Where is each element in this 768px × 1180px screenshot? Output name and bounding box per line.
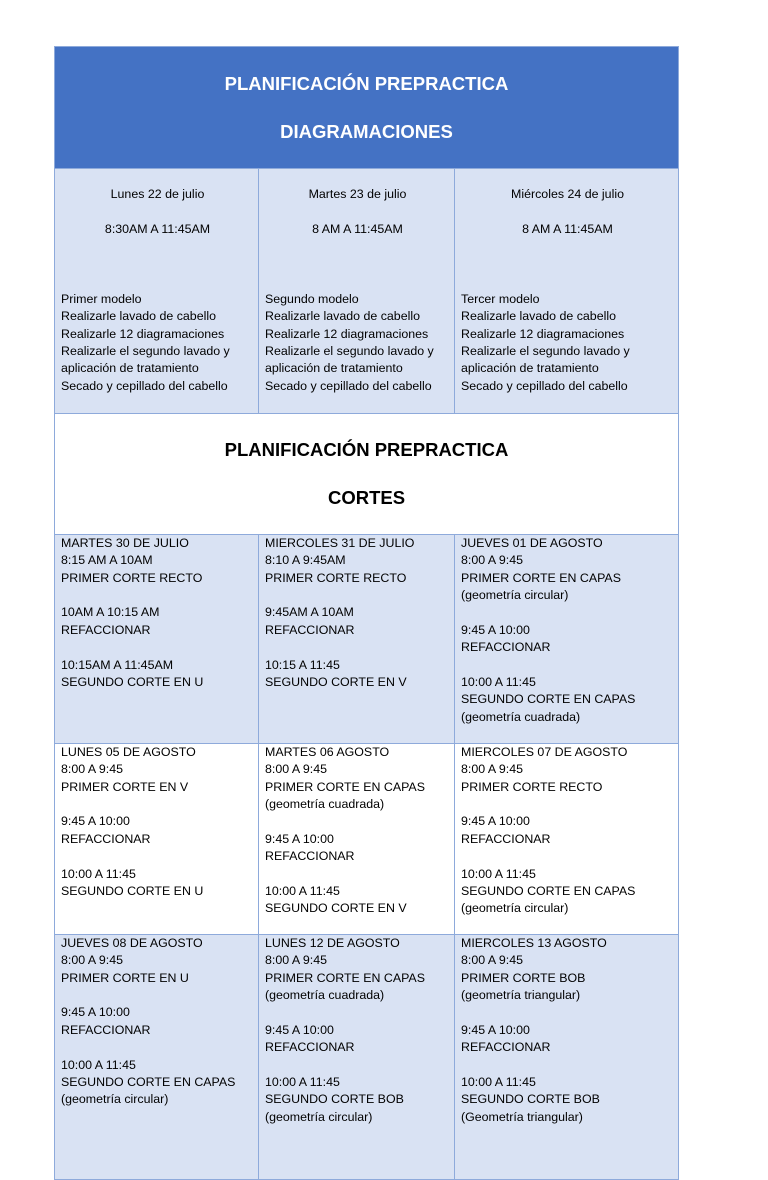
cortes-cell: LUNES 12 DE AGOSTO 8:00 A 9:45 PRIMER CORTE EN CAPAS (geometría cuadrada) 9:45 A 10:00 REFACCIONAR 10:00 A 11:45 SEGUNDO CORTE BOB (geometría circular)	[259, 934, 455, 1179]
day-tasks: Segundo modelo Realizarle lavado de cabello Realizarle 12 diagramaciones Realizarle el segundo lavado y aplicación de tratamiento Secado y cepillado del cabello	[265, 291, 434, 393]
cortes-cell: MARTES 06 AGOSTO 8:00 A 9:45 PRIMER CORTE EN CAPAS (geometría cuadrada) 9:45 A 10:00 REFACCIONAR 10:00 A 11:45 SEGUNDO CORTE EN V	[259, 743, 455, 934]
cortes-cell: MIERCOLES 31 DE JULIO 8:10 A 9:45AM PRIMER CORTE RECTO 9:45AM A 10AM REFACCIONAR 10:15 A 11:45 SEGUNDO CORTE EN V	[259, 534, 455, 743]
cortes-title-line2: CORTES	[327, 486, 406, 508]
cortes-cell: MIERCOLES 13 AGOSTO 8:00 A 9:45 PRIMER CORTE BOB (geometría triangular) 9:45 A 10:00 REFACCIONAR 10:00 A 11:45 SEGUNDO CORTE BOB (Geometría triangular)	[455, 934, 679, 1179]
cortes-cell: JUEVES 08 DE AGOSTO 8:00 A 9:45 PRIMER CORTE EN U 9:45 A 10:00 REFACCIONAR 10:00 A 11:45 SEGUNDO CORTE EN CAPAS (geometría circular)	[55, 934, 259, 1179]
cortes-title	[55, 413, 679, 534]
day-time: 8 AM A 11:45AM	[522, 222, 613, 237]
day-date: Lunes 22 de julio	[110, 187, 205, 202]
diagramaciones-title-line2: DIAGRAMACIONES	[280, 121, 453, 142]
cortes-cell: LUNES 05 DE AGOSTO 8:00 A 9:45 PRIMER CORTE EN V 9:45 A 10:00 REFACCIONAR 10:00 A 11:45 SEGUNDO CORTE EN U	[55, 743, 259, 934]
diagramaciones-title	[55, 47, 679, 169]
diagramaciones-day-3	[455, 169, 679, 414]
diagramaciones-row	[55, 169, 679, 414]
day-tasks: Tercer modelo Realizarle lavado de cabello Realizarle 12 diagramaciones Realizarle el segundo lavado y aplicación de tratamiento Secado y cepillado del cabello	[461, 291, 630, 393]
cortes-row-3	[55, 934, 679, 1179]
day-time: 8 AM A 11:45AM	[312, 222, 403, 237]
cortes-title-line1: PLANIFICACIÓN PREPRACTICA	[224, 438, 509, 460]
schedule-table	[54, 46, 679, 1180]
day-date: Martes 23 de julio	[308, 187, 407, 202]
cortes-cell: JUEVES 01 DE AGOSTO 8:00 A 9:45 PRIMER CORTE EN CAPAS (geometría circular) 9:45 A 10:00 REFACCIONAR 10:00 A 11:45 SEGUNDO CORTE EN CAPAS (geometría cuadrada)	[455, 534, 679, 743]
diagramaciones-title-line1: PLANIFICACIÓN PREPRACTICA	[224, 73, 509, 94]
day-time: 8:30AM A 11:45AM	[104, 222, 211, 237]
diagramaciones-day-2	[259, 169, 455, 414]
spacer	[61, 256, 254, 273]
diagramaciones-day-1	[55, 169, 259, 414]
day-tasks: Primer modelo Realizarle lavado de cabello Realizarle 12 diagramaciones Realizarle el segundo lavado y aplicación de tratamiento Secado y cepillado del cabello	[61, 291, 230, 393]
cortes-cell: MARTES 30 DE JULIO 8:15 AM A 10AM PRIMER CORTE RECTO 10AM A 10:15 AM REFACCIONAR 10:15AM A 11:45AM SEGUNDO CORTE EN U	[55, 534, 259, 743]
day-date: Miércoles 24 de julio	[511, 187, 624, 202]
spacer	[461, 256, 674, 273]
cortes-row-2	[55, 743, 679, 934]
diagramaciones-header-row	[55, 47, 679, 169]
cortes-cell: MIERCOLES 07 DE AGOSTO 8:00 A 9:45 PRIMER CORTE RECTO 9:45 A 10:00 REFACCIONAR 10:00 A 11:45 SEGUNDO CORTE EN CAPAS (geometría circular)	[455, 743, 679, 934]
cortes-header-row	[55, 413, 679, 534]
cortes-row-1	[55, 534, 679, 743]
spacer	[265, 256, 450, 273]
